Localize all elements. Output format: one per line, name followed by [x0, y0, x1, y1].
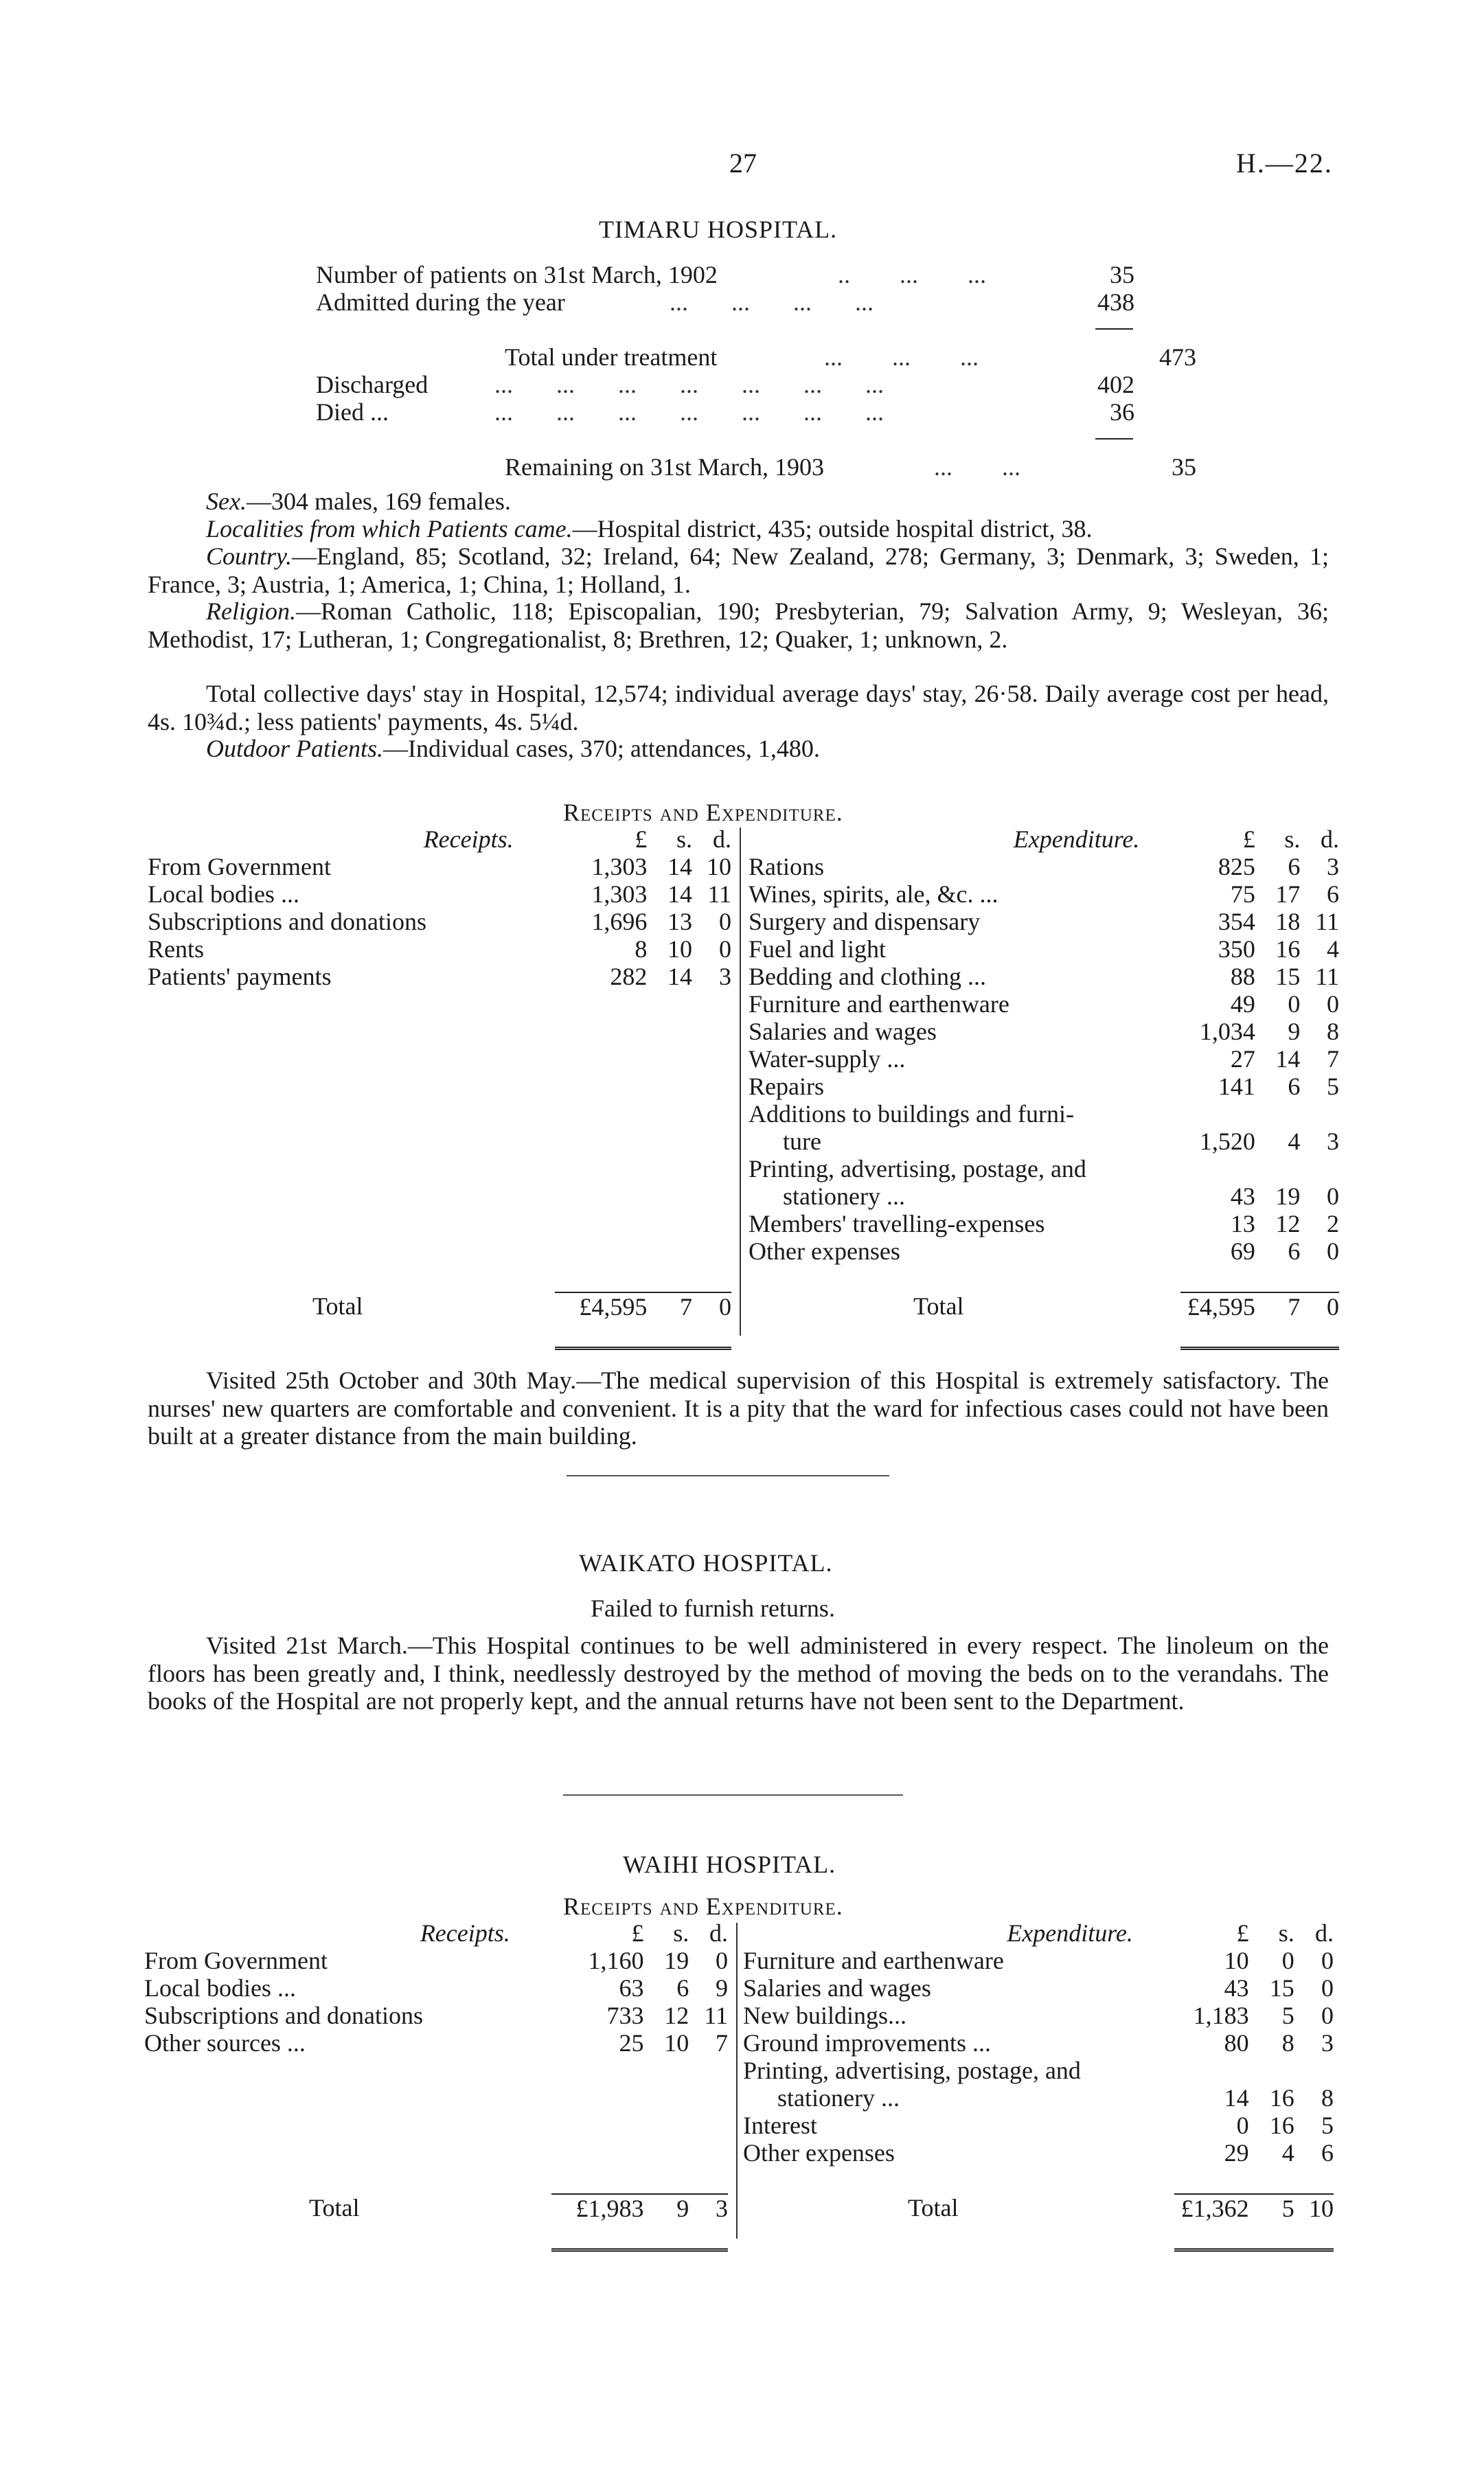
shillings-column-heading: s. — [676, 825, 693, 853]
expenditure-shillings: 16 — [1275, 935, 1301, 963]
spacer-row — [148, 1210, 731, 1237]
expenditure-pounds: 10 — [1224, 1947, 1249, 1974]
expenditure-total-label: Total — [908, 2194, 959, 2221]
table-row — [749, 963, 1339, 990]
receipt-pounds: 733 — [606, 2002, 644, 2029]
stat-died-value: 36 — [1110, 398, 1134, 426]
receipt-pence: 9 — [716, 1974, 728, 2002]
receipt-pounds: 1,160 — [588, 1947, 644, 1974]
expenditure-shillings: 8 — [1281, 2029, 1294, 2057]
expenditure-label: Salaries and wages — [743, 1974, 931, 2002]
expenditure-label-continued: stationery ... — [777, 2084, 900, 2112]
table-row — [749, 1155, 1339, 1183]
spacer-row — [148, 1128, 731, 1155]
expenditure-shillings: 18 — [1275, 908, 1301, 935]
receipts-total-pounds: £1,983 — [575, 2195, 644, 2222]
expenditure-shillings: 19 — [1275, 1183, 1301, 1210]
expenditure-shillings: 4 — [1281, 2139, 1294, 2167]
table-row — [743, 2057, 1334, 2084]
receipt-pounds: 282 — [610, 963, 648, 990]
leader-dots: ... ... ... ... ... ... ... — [494, 398, 884, 426]
expenditure-label: Other expenses — [749, 1237, 900, 1265]
expenditure-pounds: 69 — [1230, 1237, 1255, 1265]
receipt-label: Rents — [148, 935, 205, 963]
receipt-shillings: 14 — [667, 963, 693, 990]
expenditure-pence: 0 — [1327, 1183, 1339, 1210]
expenditure-heading: Expenditure. — [1013, 825, 1140, 853]
subtotal-rule — [1095, 438, 1133, 439]
expenditure-pence: 4 — [1327, 935, 1339, 963]
receipts-total-pence: 3 — [716, 2195, 728, 2222]
expenditure-label: Other expenses — [743, 2139, 895, 2167]
outdoor-paragraph — [148, 735, 1329, 763]
table-row — [749, 990, 1339, 1018]
table-row — [749, 1183, 1339, 1210]
timaru-visit-paragraph: Visited 25th October and 30th May.—The medical supervision of this Hospital is extremely satisfactory. The nurses' new quarters are comfortable and convenient. It is a pity that the ward for infectious cases could not have been built at a greater distance from the main building. — [148, 1367, 1329, 1450]
table-row — [749, 935, 1339, 963]
expenditure-shillings: 12 — [1275, 1210, 1301, 1237]
receipts-total-pence: 0 — [719, 1293, 731, 1321]
stay-paragraph: Total collective days' stay in Hospital, 12,574; individual average days' stay, 26·58. Daily average cost per head, 4s. 10¾d.; less patients' payments, 4s. 5¼d. — [148, 680, 1329, 735]
expenditure-pence: 0 — [1321, 2002, 1334, 2029]
table-row — [144, 1947, 728, 1974]
sex-paragraph — [148, 488, 1329, 516]
expenditure-pounds: 354 — [1218, 908, 1255, 935]
receipt-pence: 11 — [707, 880, 731, 908]
receipt-shillings: 6 — [676, 1974, 689, 2002]
shillings-column-heading: s. — [673, 1919, 689, 1947]
leader-dots: ... ... ... ... ... ... ... — [494, 371, 884, 398]
rule-row — [144, 2222, 728, 2250]
spacer-row — [148, 1237, 731, 1265]
expenditure-pounds: 29 — [1224, 2139, 1249, 2167]
table-row — [144, 2029, 728, 2057]
expenditure-label: Ground improvements ... — [743, 2029, 991, 2057]
receipt-shillings: 14 — [667, 853, 693, 880]
section-divider — [567, 1475, 889, 1476]
expenditure-pounds: 27 — [1230, 1045, 1255, 1073]
expenditure-pounds: 80 — [1224, 2029, 1249, 2057]
total-row — [144, 2194, 728, 2222]
expenditure-shillings: 15 — [1275, 963, 1301, 990]
expenditure-pounds: 141 — [1218, 1073, 1255, 1100]
expenditure-label: Repairs — [749, 1073, 824, 1100]
table-row — [749, 880, 1339, 908]
stat-remaining-value: 35 — [1172, 453, 1196, 481]
pounds-column-heading: £ — [635, 825, 648, 853]
rule-row — [749, 1265, 1339, 1292]
expenditure-label: Bedding and clothing ... — [749, 963, 986, 990]
receipt-label: From Government — [144, 1947, 328, 1974]
expenditure-pence: 6 — [1321, 2139, 1334, 2167]
document-reference: H.—22. — [1236, 148, 1333, 179]
expenditure-shillings: 14 — [1275, 1045, 1301, 1073]
table-row — [749, 1128, 1339, 1155]
receipt-pounds: 8 — [635, 935, 648, 963]
outdoor-text: —Individual cases, 370; attendances, 1,480. — [383, 735, 820, 762]
stat-discharged-label: Discharged — [316, 371, 429, 398]
receipt-pounds: 63 — [619, 1974, 644, 2002]
expenditure-pence: 0 — [1327, 1237, 1339, 1265]
expenditure-total-pence: 10 — [1309, 2195, 1334, 2222]
expenditure-shillings: 17 — [1275, 880, 1301, 908]
expenditure-total-shillings: 7 — [1288, 1293, 1301, 1321]
expenditure-label: Interest — [743, 2112, 817, 2139]
expenditure-label: New buildings... — [743, 2002, 906, 2029]
receipt-pounds: 1,303 — [591, 853, 648, 880]
spacer-row — [144, 2139, 728, 2167]
expenditure-pounds: 75 — [1230, 880, 1255, 908]
section-divider — [563, 1794, 903, 1796]
expenditure-pounds: 43 — [1230, 1183, 1255, 1210]
rule-row — [144, 2167, 728, 2194]
subtotal-rule — [1095, 328, 1133, 330]
expenditure-pounds: 1,034 — [1199, 1018, 1255, 1045]
country-paragraph — [148, 542, 1329, 598]
spacer-row — [144, 2057, 728, 2084]
receipt-pence: 10 — [707, 853, 731, 880]
receipt-pounds: 1,696 — [591, 908, 648, 935]
shillings-column-heading: s. — [1284, 825, 1301, 853]
expenditure-label: Salaries and wages — [749, 1018, 937, 1045]
pence-column-heading: d. — [713, 825, 731, 853]
stat-died-label: Died ... — [316, 398, 389, 426]
receipts-total-label: Total — [309, 2194, 360, 2221]
receipt-pence: 7 — [716, 2029, 728, 2057]
expenditure-heading: Expenditure. — [1007, 1919, 1133, 1947]
pence-column-heading: d. — [709, 1919, 728, 1947]
receipt-label: Patients' payments — [148, 963, 332, 990]
table-row — [743, 2002, 1334, 2029]
expenditure-pence: 5 — [1327, 1073, 1339, 1100]
waihi-expenditure-table — [743, 1919, 1334, 2252]
stat-remaining-label: Remaining on 31st March, 1903 — [505, 453, 824, 481]
expenditure-shillings: 9 — [1288, 1018, 1301, 1045]
expenditure-pounds: 13 — [1230, 1210, 1255, 1237]
timaru-receipts-table — [148, 825, 731, 1350]
table-row — [749, 908, 1339, 935]
expenditure-shillings: 6 — [1288, 1073, 1301, 1100]
table-row — [148, 963, 731, 990]
receipt-pence: 0 — [719, 908, 731, 935]
rule-row — [148, 1321, 731, 1348]
spacer-row — [148, 1045, 731, 1073]
receipt-shillings: 14 — [667, 880, 693, 908]
stat-total-value: 473 — [1159, 343, 1196, 371]
receipt-label: Subscriptions and donations — [144, 2002, 423, 2029]
total-row — [743, 2194, 1334, 2222]
expenditure-shillings: 4 — [1288, 1128, 1301, 1155]
expenditure-shillings: 0 — [1281, 1947, 1294, 1974]
column-divider — [736, 1923, 738, 2239]
receipt-pence: 0 — [716, 1947, 728, 1974]
rule-row — [743, 2222, 1334, 2250]
table-row — [148, 853, 731, 880]
waihi-re-heading: Receipts and Expenditure. — [563, 1893, 843, 1920]
expenditure-label: Wines, spirits, ale, &c. ... — [749, 880, 998, 908]
expenditure-label: Printing, advertising, postage, and — [749, 1155, 1086, 1183]
expenditure-label: Fuel and light — [749, 935, 886, 963]
spacer-row — [144, 2084, 728, 2112]
table-row — [144, 2002, 728, 2029]
receipt-pounds: 25 — [619, 2029, 644, 2057]
receipt-pence: 0 — [719, 935, 731, 963]
receipt-shillings: 10 — [667, 935, 693, 963]
receipts-header-row — [148, 825, 731, 853]
rule-row — [749, 1321, 1339, 1348]
religion-paragraph — [148, 597, 1329, 653]
outdoor-label: Outdoor Patients. — [206, 735, 383, 762]
timaru-title: TIMARU HOSPITAL. — [599, 216, 838, 243]
expenditure-label-continued: ture — [783, 1128, 821, 1155]
receipt-pence: 3 — [719, 963, 731, 990]
waikato-visit-paragraph: Visited 21st March.—This Hospital continues to be well administered in every respect. The linoleum on the floors has been greatly and, I think, needlessly destroyed by the method of moving the beds on to the verandahs. The books of the Hospital are not properly kept, and the annual returns have not been sent to the Department. — [148, 1632, 1329, 1715]
receipts-total-shillings: 7 — [680, 1293, 693, 1321]
table-row — [148, 880, 731, 908]
expenditure-label: Furniture and earthenware — [743, 1947, 1004, 1974]
receipt-label: Local bodies ... — [148, 880, 299, 908]
receipts-header-row — [144, 1919, 728, 1947]
table-row — [749, 1237, 1339, 1265]
religion-label: Religion. — [206, 597, 296, 625]
expenditure-pounds: 43 — [1224, 1974, 1249, 2002]
receipt-shillings: 10 — [664, 2029, 689, 2057]
receipts-total-shillings: 9 — [676, 2195, 689, 2222]
stat-admitted-value: 438 — [1097, 288, 1134, 316]
pence-column-heading: d. — [1315, 1919, 1334, 1947]
stat-on-31-march-value: 35 — [1110, 261, 1134, 288]
sex-text: —304 males, 169 females. — [246, 488, 511, 515]
stat-total-label: Total under treatment — [505, 343, 718, 371]
expenditure-total-pence: 0 — [1327, 1293, 1339, 1321]
expenditure-total-label: Total — [913, 1292, 964, 1320]
table-row — [743, 1947, 1334, 1974]
expenditure-pence: 5 — [1321, 2112, 1334, 2139]
timaru-expenditure-table — [749, 825, 1339, 1350]
spacer-row — [148, 1018, 731, 1045]
expenditure-header-row — [749, 825, 1339, 853]
page-number: 27 — [729, 148, 757, 179]
spacer-row — [148, 1155, 731, 1183]
expenditure-pence: 2 — [1327, 1210, 1339, 1237]
expenditure-pounds: 1,183 — [1193, 2002, 1249, 2029]
localities-text: —Hospital district, 435; outside hospital district, 38. — [572, 515, 1093, 542]
expenditure-pounds: 14 — [1224, 2084, 1249, 2112]
expenditure-pounds: 350 — [1218, 935, 1255, 963]
expenditure-pence: 11 — [1315, 963, 1339, 990]
table-row — [749, 1100, 1339, 1128]
leader-dots: ... ... ... ... — [670, 288, 874, 316]
table-row — [743, 2029, 1334, 2057]
expenditure-shillings: 15 — [1269, 1974, 1294, 2002]
receipts-heading: Receipts. — [423, 825, 514, 853]
timaru-re-heading: Receipts and Expenditure. — [563, 799, 843, 826]
expenditure-label: Additions to buildings and furni- — [749, 1100, 1074, 1128]
expenditure-pence: 8 — [1327, 1018, 1339, 1045]
table-row — [743, 2112, 1334, 2139]
receipt-shillings: 19 — [664, 1947, 689, 1974]
expenditure-shillings: 16 — [1269, 2084, 1294, 2112]
expenditure-label: Rations — [749, 853, 825, 880]
religion-text: —Roman Catholic, 118; Episcopalian, 190; Presbyterian, 79; Salvation Army, 9; Wesleyan, 36; Methodist, 17; Lutheran, 1; Congregationalist, 8; Brethren, 12; Quaker, 1; unknown, 2. — [148, 597, 1329, 653]
pounds-column-heading: £ — [1242, 825, 1255, 853]
leader-dots: ... ... — [934, 453, 1020, 481]
waikato-subtitle: Failed to furnish returns. — [591, 1595, 835, 1622]
expenditure-shillings: 5 — [1281, 2002, 1294, 2029]
expenditure-shillings: 16 — [1269, 2112, 1294, 2139]
table-row — [749, 1018, 1339, 1045]
receipt-shillings: 13 — [667, 908, 693, 935]
leader-dots: ... ... ... — [824, 343, 979, 371]
table-row — [749, 1045, 1339, 1073]
table-row — [749, 853, 1339, 880]
receipts-heading: Receipts. — [420, 1919, 510, 1947]
expenditure-pence: 11 — [1315, 908, 1339, 935]
expenditure-pence: 6 — [1327, 880, 1339, 908]
table-row — [743, 2139, 1334, 2167]
expenditure-shillings: 6 — [1288, 1237, 1301, 1265]
waikato-title: WAIKATO HOSPITAL. — [579, 1549, 833, 1577]
receipts-total-pounds: £4,595 — [579, 1293, 648, 1321]
column-divider — [740, 827, 741, 1336]
expenditure-label: Printing, advertising, postage, and — [743, 2057, 1081, 2084]
expenditure-pounds: 825 — [1218, 853, 1255, 880]
country-label: Country. — [206, 542, 293, 570]
expenditure-pence: 0 — [1321, 1974, 1334, 2002]
expenditure-total-pounds: £1,362 — [1180, 2195, 1249, 2222]
table-row — [743, 2084, 1334, 2112]
expenditure-shillings: 6 — [1288, 853, 1301, 880]
stat-on-31-march-label: Number of patients on 31st March, 1902 — [316, 261, 718, 288]
expenditure-pounds: 88 — [1230, 963, 1255, 990]
table-row — [749, 1073, 1339, 1100]
country-text: —England, 85; Scotland, 32; Ireland, 64; New Zealand, 278; Germany, 3; Denmark, 3; Sweden, 1; France, 3; Austria, 1; America, 1; China, 1; Holland, 1. — [148, 542, 1329, 598]
expenditure-total-pounds: £4,595 — [1187, 1293, 1255, 1321]
expenditure-pounds: 0 — [1236, 2112, 1249, 2139]
expenditure-label: Furniture and earthenware — [749, 990, 1009, 1018]
expenditure-label-continued: stationery ... — [783, 1183, 905, 1210]
rule-row — [148, 1265, 731, 1292]
rule-row — [743, 2167, 1334, 2194]
receipt-label: Local bodies ... — [144, 1974, 296, 2002]
expenditure-pounds: 1,520 — [1199, 1128, 1255, 1155]
receipt-pounds: 1,303 — [591, 880, 648, 908]
table-row — [148, 908, 731, 935]
receipt-label: Subscriptions and donations — [148, 908, 426, 935]
table-row — [749, 1210, 1339, 1237]
expenditure-pence: 0 — [1327, 990, 1339, 1018]
localities-label: Localities from which Patients came. — [206, 515, 573, 542]
expenditure-pence: 8 — [1321, 2084, 1334, 2112]
receipt-shillings: 12 — [664, 2002, 689, 2029]
spacer-row — [148, 1183, 731, 1210]
pence-column-heading: d. — [1321, 825, 1339, 853]
expenditure-pence: 7 — [1327, 1045, 1339, 1073]
total-row — [749, 1292, 1339, 1321]
receipt-pence: 11 — [704, 2002, 728, 2029]
spacer-row — [144, 2112, 728, 2139]
waihi-receipts-table — [144, 1919, 728, 2252]
expenditure-label: Surgery and dispensary — [749, 908, 981, 935]
expenditure-label: Members' travelling-expenses — [749, 1210, 1045, 1237]
localities-paragraph — [148, 515, 1329, 543]
expenditure-pence: 3 — [1321, 2029, 1334, 2057]
spacer-row — [148, 990, 731, 1018]
expenditure-total-shillings: 5 — [1281, 2195, 1294, 2222]
pounds-column-heading: £ — [631, 1919, 644, 1947]
pounds-column-heading: £ — [1236, 1919, 1249, 1947]
expenditure-pence: 3 — [1327, 853, 1339, 880]
sex-label: Sex. — [206, 488, 247, 515]
expenditure-header-row — [743, 1919, 1334, 1947]
spacer-row — [148, 1073, 731, 1100]
table-row — [743, 1974, 1334, 2002]
stat-discharged-value: 402 — [1097, 371, 1134, 398]
stat-admitted-label: Admitted during the year — [316, 288, 565, 316]
leader-dots: .. ... ... — [838, 261, 986, 288]
receipt-label: From Government — [148, 853, 331, 880]
spacer-row — [148, 1100, 731, 1128]
receipts-total-label: Total — [312, 1292, 363, 1320]
receipt-label: Other sources ... — [144, 2029, 306, 2057]
waihi-title: WAIHI HOSPITAL. — [623, 1851, 836, 1878]
expenditure-pence: 3 — [1327, 1128, 1339, 1155]
table-row — [144, 1974, 728, 2002]
expenditure-shillings: 0 — [1288, 990, 1301, 1018]
expenditure-label: Water-supply ... — [749, 1045, 906, 1073]
shillings-column-heading: s. — [1278, 1919, 1294, 1947]
expenditure-pence: 0 — [1321, 1947, 1334, 1974]
total-row — [148, 1292, 731, 1321]
expenditure-pounds: 49 — [1230, 990, 1255, 1018]
table-row — [148, 935, 731, 963]
